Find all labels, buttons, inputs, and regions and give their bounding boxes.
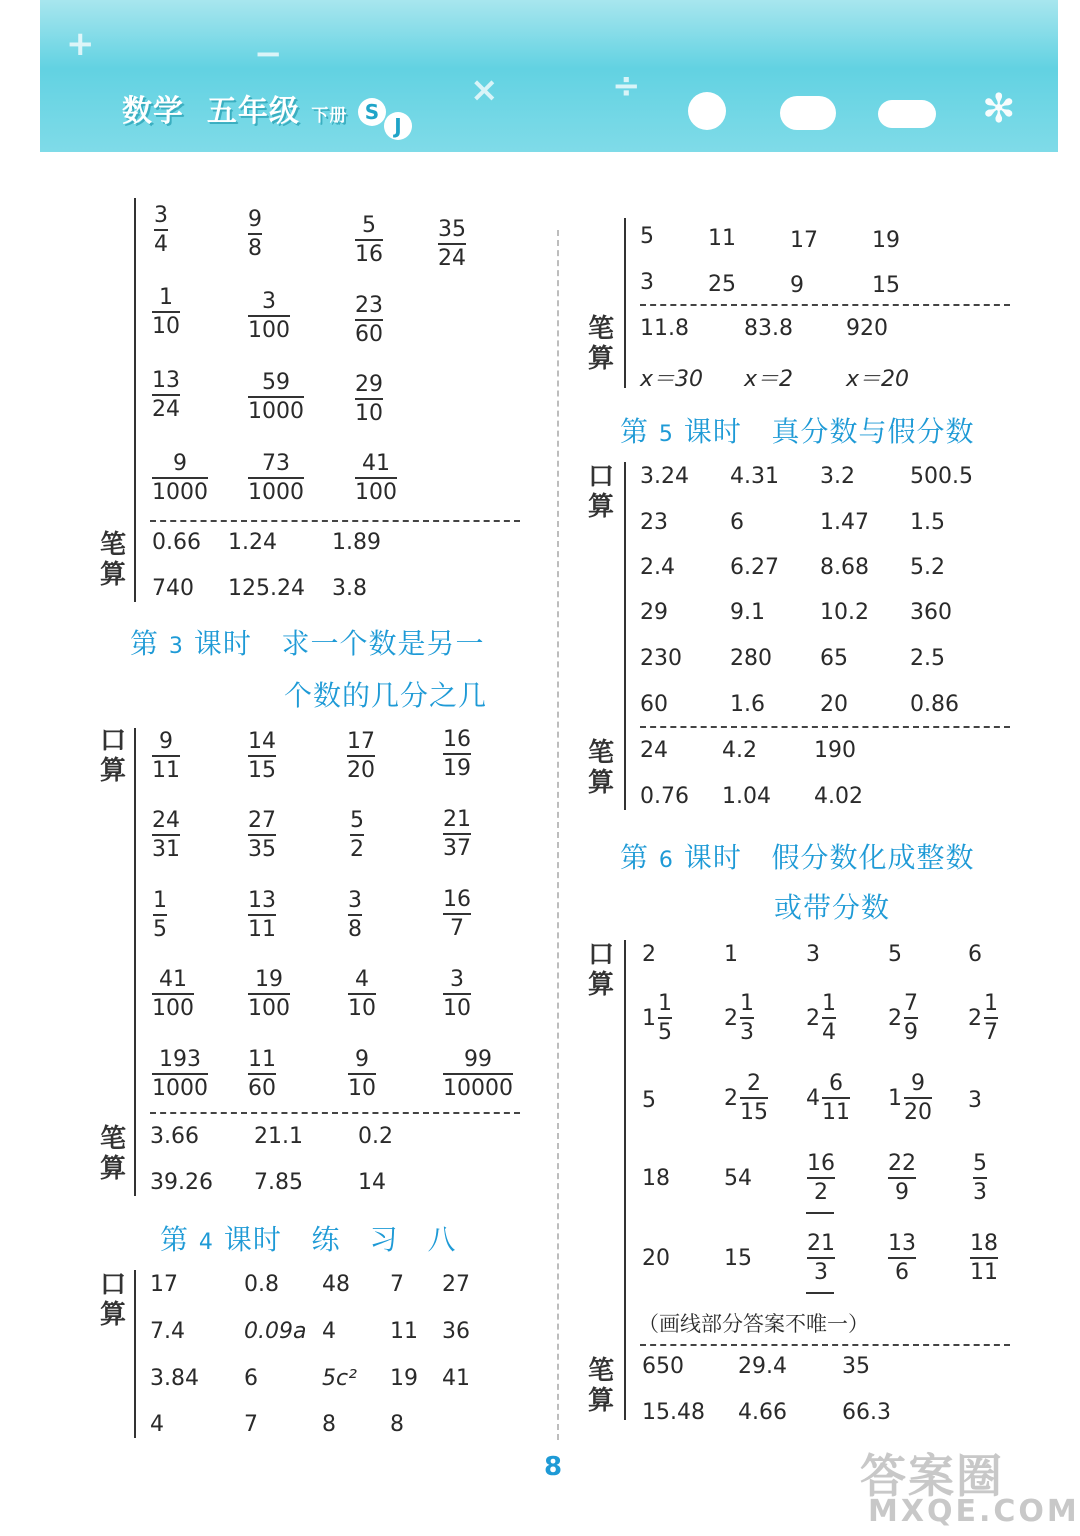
answer: 15 <box>724 1246 752 1271</box>
answer: 0.2 <box>358 1124 393 1149</box>
fraction: 35 24 <box>438 217 466 271</box>
fraction: 99 10000 <box>443 1047 513 1101</box>
answer: 920 <box>846 316 888 341</box>
answer: 3.8 <box>332 576 367 601</box>
answer: x＝20 <box>846 367 910 392</box>
answer: 1.6 <box>730 692 765 717</box>
answer: 5c² <box>322 1366 357 1391</box>
fraction: 16 7 <box>443 887 471 941</box>
underline <box>806 1292 834 1294</box>
fraction: 9 1000 <box>152 451 208 505</box>
fraction: 41 100 <box>152 967 194 1021</box>
minus-icon: − <box>254 34 283 74</box>
answer: 35 <box>842 1354 870 1379</box>
answer: 0.76 <box>640 784 689 809</box>
answer: 18 <box>642 1166 670 1191</box>
mixed-number: 4 6 11 <box>806 1071 850 1125</box>
answer: 500.5 <box>910 464 973 489</box>
answer: 0.8 <box>244 1272 279 1297</box>
answer: 6.27 <box>730 555 779 580</box>
fraction: 21 37 <box>443 807 471 861</box>
answer: 4.66 <box>738 1400 787 1425</box>
mixed-number: 2 1 4 <box>806 991 836 1045</box>
fraction: 19 100 <box>248 967 290 1021</box>
bisuan-label: 笔算 <box>587 738 614 798</box>
answer: 24 <box>640 738 668 763</box>
answer: 7 <box>390 1272 404 1297</box>
kousuan-label: 口算 <box>587 462 614 522</box>
answer: 6 <box>968 942 982 967</box>
sun-icon <box>688 92 726 130</box>
fraction: 13 24 <box>152 368 180 422</box>
lesson-3-heading: 第 3 课时 求一个数是另一 <box>130 627 485 660</box>
answer: 5 <box>888 942 902 967</box>
answer: 11 <box>708 226 736 251</box>
answer: 740 <box>152 576 194 601</box>
page-number: 8 <box>544 1452 563 1482</box>
fraction: 22 9 <box>888 1151 916 1205</box>
answer: 36 <box>442 1319 470 1344</box>
answer: 5 <box>640 224 654 249</box>
fraction: 13 11 <box>248 888 276 942</box>
header-banner <box>40 0 1058 152</box>
answer: 21.1 <box>254 1124 303 1149</box>
fraction: 5 3 <box>973 1151 987 1205</box>
answer: 15 <box>872 273 900 298</box>
fraction: 1 5 <box>153 888 167 942</box>
mixed-number: 2 2 15 <box>724 1071 768 1125</box>
answer: 15.48 <box>642 1400 705 1425</box>
answer: 8 <box>322 1412 336 1437</box>
fraction: 59 1000 <box>248 370 304 424</box>
answer: 17 <box>790 228 818 253</box>
fraction: 29 10 <box>355 372 383 426</box>
answer: 4 <box>150 1412 164 1437</box>
lesson3-vline <box>134 728 136 1196</box>
lesson-3-heading-line2: 个数的几分之几 <box>284 679 488 712</box>
answer: 19 <box>872 228 900 253</box>
answer: 65 <box>820 646 848 671</box>
answer: 23 <box>640 510 668 535</box>
fraction: 3 10 <box>443 967 471 1021</box>
answer: 7 <box>244 1412 258 1437</box>
answer: 4.31 <box>730 464 779 489</box>
dashed-separator <box>640 304 1010 306</box>
kousuan-label: 口算 <box>99 1270 126 1330</box>
fraction: 13 6 <box>888 1231 916 1285</box>
kousuan-label: 口算 <box>99 726 126 786</box>
answer: 3 <box>806 942 820 967</box>
cloud-icon <box>780 96 836 130</box>
fraction: 9 11 <box>152 729 180 783</box>
fraction: 5 2 <box>350 808 364 862</box>
answer: 6 <box>244 1366 258 1391</box>
answer: 60 <box>640 692 668 717</box>
answer: 20 <box>642 1246 670 1271</box>
answer: 1.04 <box>722 784 771 809</box>
plus-icon: + <box>66 24 95 64</box>
answer: 29 <box>640 600 668 625</box>
left-top-vline <box>134 198 136 602</box>
answer: 29.4 <box>738 1354 787 1379</box>
watermark-logo: 答案圈 <box>860 1449 1004 1503</box>
fraction: 23 60 <box>355 293 383 347</box>
dashed-separator <box>150 520 520 522</box>
answer: 1.47 <box>820 510 869 535</box>
answer: 19 <box>390 1366 418 1391</box>
times-icon: × <box>470 70 499 110</box>
kousuan-label: 口算 <box>587 940 614 1000</box>
answer: 66.3 <box>842 1400 891 1425</box>
answer: 7.4 <box>150 1319 185 1344</box>
answer: 10.2 <box>820 600 869 625</box>
bisuan-label: 笔算 <box>587 1356 614 1416</box>
mixed-number: 2 7 9 <box>888 991 918 1045</box>
answer: 0.09a <box>244 1319 307 1344</box>
answer: 280 <box>730 646 772 671</box>
fraction: 18 11 <box>970 1231 998 1285</box>
fraction: 4 10 <box>348 967 376 1021</box>
answer: 125.24 <box>228 576 305 601</box>
fraction: 11 60 <box>248 1047 276 1101</box>
snowflake-icon: ✻ <box>982 86 1016 132</box>
fraction: 16 2 <box>807 1151 835 1205</box>
answer: 360 <box>910 600 952 625</box>
answer: 4 <box>322 1319 336 1344</box>
answer: 1.24 <box>228 530 277 555</box>
answer: 230 <box>640 646 682 671</box>
answer: 7.85 <box>254 1170 303 1195</box>
answer: 0.66 <box>152 530 201 555</box>
answer: 2.4 <box>640 555 675 580</box>
answer: 83.8 <box>744 316 793 341</box>
answer: 9 <box>790 273 804 298</box>
fraction: 73 1000 <box>248 451 304 505</box>
fraction: 24 31 <box>152 808 180 862</box>
book-title: 数学 五年级 下册 <box>122 94 348 129</box>
fraction: 3 100 <box>248 289 290 343</box>
mixed-number: 1 1 5 <box>642 991 672 1045</box>
lesson5-vline <box>624 462 626 810</box>
answer: 3.66 <box>150 1124 199 1149</box>
answer: 27 <box>442 1272 470 1297</box>
bisuan-label: 笔算 <box>99 530 126 590</box>
answer: 17 <box>150 1272 178 1297</box>
underline <box>806 1212 834 1214</box>
note: （画线部分答案不唯一） <box>638 1312 869 1336</box>
divide-icon: ÷ <box>612 66 641 106</box>
fraction: 3 4 <box>154 203 168 257</box>
bisuan-label: 笔算 <box>99 1124 126 1184</box>
fraction: 14 15 <box>248 729 276 783</box>
answer: 11 <box>390 1319 418 1344</box>
logo-j: J <box>384 112 412 140</box>
answer: 2.5 <box>910 646 945 671</box>
logo-s: S <box>358 98 386 126</box>
answer: 41 <box>442 1366 470 1391</box>
fraction: 27 35 <box>248 808 276 862</box>
fraction: 17 20 <box>347 729 375 783</box>
answer: 9.1 <box>730 600 765 625</box>
answer: 5.2 <box>910 555 945 580</box>
answer: 1.89 <box>332 530 381 555</box>
dashed-separator <box>640 1344 1010 1346</box>
answer: 0.86 <box>910 692 959 717</box>
mixed-number: 1 9 20 <box>888 1071 932 1125</box>
fraction: 9 8 <box>248 207 262 261</box>
answer: 4.02 <box>814 784 863 809</box>
answer: 3.2 <box>820 464 855 489</box>
fraction: 5 16 <box>355 213 383 267</box>
answer: 650 <box>642 1354 684 1379</box>
fraction: 3 8 <box>348 888 362 942</box>
answer: 1 <box>724 942 738 967</box>
answer: 54 <box>724 1166 752 1191</box>
fraction: 21 3 <box>807 1231 835 1285</box>
lesson-5-heading: 第 5 课时 真分数与假分数 <box>620 415 975 448</box>
bisuan-label: 笔算 <box>587 314 614 374</box>
answer: 11.8 <box>640 316 689 341</box>
dashed-separator <box>150 1112 520 1114</box>
mixed-number: 2 1 3 <box>724 991 754 1045</box>
answer: 190 <box>814 738 856 763</box>
answer: 5 <box>642 1088 656 1113</box>
answer: 39.26 <box>150 1170 213 1195</box>
lesson-6-heading-line2: 或带分数 <box>774 891 891 924</box>
answer: 48 <box>322 1272 350 1297</box>
lesson-6-heading: 第 6 课时 假分数化成整数 <box>620 841 975 874</box>
answer: x＝30 <box>640 367 704 392</box>
mixed-number: 2 1 7 <box>968 991 998 1045</box>
answer: 2 <box>642 942 656 967</box>
answer: 1.5 <box>910 510 945 535</box>
fraction: 16 19 <box>443 727 471 781</box>
lesson4-vline <box>134 1270 136 1438</box>
fraction: 193 1000 <box>152 1047 208 1101</box>
dashed-separator <box>640 726 1010 728</box>
watermark-url: MXQE.COM <box>868 1494 1080 1529</box>
answer: x＝2 <box>744 367 794 392</box>
column-divider <box>557 230 559 1440</box>
answer: 14 <box>358 1170 386 1195</box>
lesson6-vline <box>624 940 626 1420</box>
answer: 3.24 <box>640 464 689 489</box>
answer: 3 <box>640 270 654 295</box>
answer: 3 <box>968 1088 982 1113</box>
answer: 25 <box>708 272 736 297</box>
answer: 6 <box>730 510 744 535</box>
answer: 8.68 <box>820 555 869 580</box>
fraction: 1 10 <box>152 285 180 339</box>
fraction: 41 100 <box>355 451 397 505</box>
answer: 8 <box>390 1412 404 1437</box>
answer: 4.2 <box>722 738 757 763</box>
fraction: 9 10 <box>348 1047 376 1101</box>
answer: 20 <box>820 692 848 717</box>
rain-cloud-icon <box>878 100 936 128</box>
lesson-4-heading: 第 4 课时 练 习 八 <box>160 1223 457 1256</box>
right-top-vline <box>624 218 626 388</box>
answer: 3.84 <box>150 1366 199 1391</box>
